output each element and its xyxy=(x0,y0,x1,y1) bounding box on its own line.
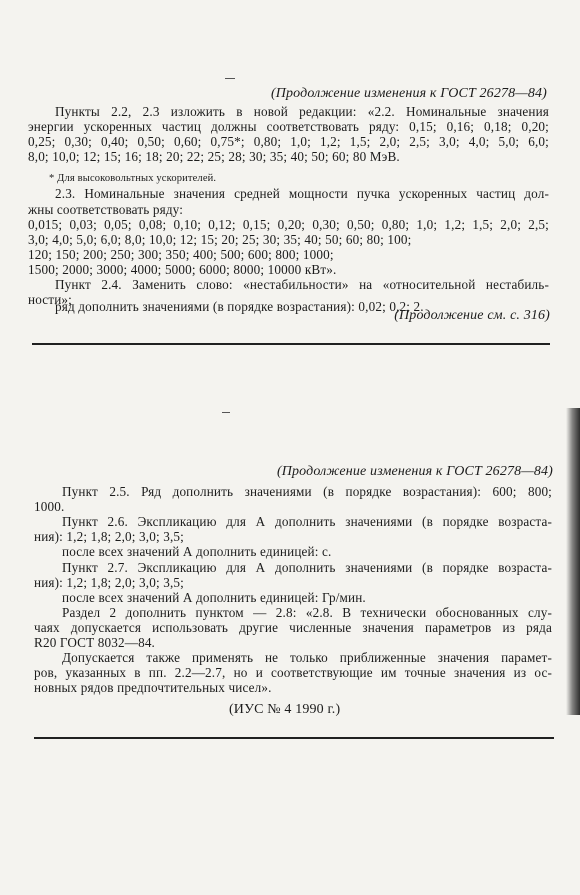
scan-edge-shadow xyxy=(566,408,580,715)
top2-line-3: 0,015; 0,03; 0,05; 0,08; 0,10; 0,12; 0,15; 0,20; 0,30; 0,50; 0,80; 1,0; 1,2; 1,5; 2,0; 2,5; xyxy=(28,217,549,232)
top2-line-7: Пункт 2.4. Заменить слово: «нестабильности» на «относительной нестабиль- xyxy=(55,277,549,292)
top-line-2: энергии ускоренных частиц должны соответствовать ряду: 0,15; 0,16; 0,18; 0,20; xyxy=(28,119,549,134)
bottom-line-2: 1000. xyxy=(34,499,65,514)
top-divider xyxy=(32,343,550,345)
bottom-line-1: Пункт 2.5. Ряд дополнить значениями (в порядке возрастания): 600; 800; xyxy=(62,484,552,499)
bottom-continuation-header: (Продолжение изменения к ГОСТ 26278—84) xyxy=(276,464,553,479)
bottom-line-14: новных рядов предпочтительных чисел». xyxy=(34,680,272,695)
top2-line-6: 1500; 2000; 3000; 4000; 5000; 6000; 8000; 10000 кВт». xyxy=(28,262,337,277)
scan-mark xyxy=(225,78,235,79)
bottom-line-9: Раздел 2 дополнить пунктом — 2.8: «2.8. В технически обоснованных слу- xyxy=(62,605,552,620)
top2-line-8: ности»; xyxy=(28,292,72,307)
scan-mark xyxy=(222,412,230,413)
bottom-divider xyxy=(34,737,554,739)
bottom-line-11: R20 ГОСТ 8032—84. xyxy=(34,635,156,650)
top-line-4: 8,0; 10,0; 12; 15; 16; 18; 20; 22; 25; 28; 30; 35; 40; 50; 60; 80 МэВ. xyxy=(28,149,400,164)
footnote: * Для высоковольтных ускорителей. xyxy=(49,173,217,184)
bottom-line-8: после всех значений А дополнить единицей: Гр/мин. xyxy=(62,590,366,605)
bottom-line-12: Допускается также применять не только приближенные значения парамет- xyxy=(62,650,552,665)
top2-line-5: 120; 150; 200; 250; 300; 350; 400; 500; 600; 800; 1000; xyxy=(28,247,334,262)
bottom-line-4: ния): 1,2; 1,8; 2,0; 3,0; 3,5; xyxy=(34,529,184,544)
bottom-line-6: Пункт 2.7. Экспликацию для А дополнить значениями (в порядке возраста- xyxy=(62,560,552,575)
top2-line-1: 2.3. Номинальные значения средней мощности пучка ускоренных частиц дол- xyxy=(55,186,549,201)
top2-line-9: ряд дополнить значениями (в порядке возрастания): 0,02; 0,2; 2. xyxy=(55,299,424,314)
top-line-3: 0,25; 0,30; 0,40; 0,50; 0,60; 0,75*; 0,80; 1,0; 1,2; 1,5; 2,0; 2,5; 3,0; 4,0; 5,0; 6,0; xyxy=(28,134,549,149)
bottom-line-10: чаях допускается использовать другие численные значения параметров из ряда xyxy=(34,620,552,635)
bottom-line-5: после всех значений А дополнить единицей: с. xyxy=(62,544,332,559)
top-line-1: Пункты 2.2, 2.3 изложить в новой редакции: «2.2. Номинальные значения xyxy=(55,104,549,119)
top2-line-4: 3,0; 4,0; 5,0; 6,0; 8,0; 10,0; 12; 15; 20; 25; 30; 35; 40; 50; 60; 80; 100; xyxy=(28,232,412,247)
see-page-note: (Продолжение см. с. 316) xyxy=(394,308,550,323)
bottom-line-7: ния): 1,2; 1,8; 2,0; 3,0; 3,5; xyxy=(34,575,184,590)
top2-line-2: жны соответствовать ряду: xyxy=(28,202,184,217)
bottom-line-13: ров, указанных в пп. 2.2—2.7, но и соответствующие им точные значения из ос- xyxy=(34,665,552,680)
source-reference: (ИУС № 4 1990 г.) xyxy=(229,702,341,717)
top-continuation-header: (Продолжение изменения к ГОСТ 26278—84) xyxy=(270,86,547,101)
bottom-line-3: Пункт 2.6. Экспликацию для А дополнить значениями (в порядке возраста- xyxy=(62,514,552,529)
